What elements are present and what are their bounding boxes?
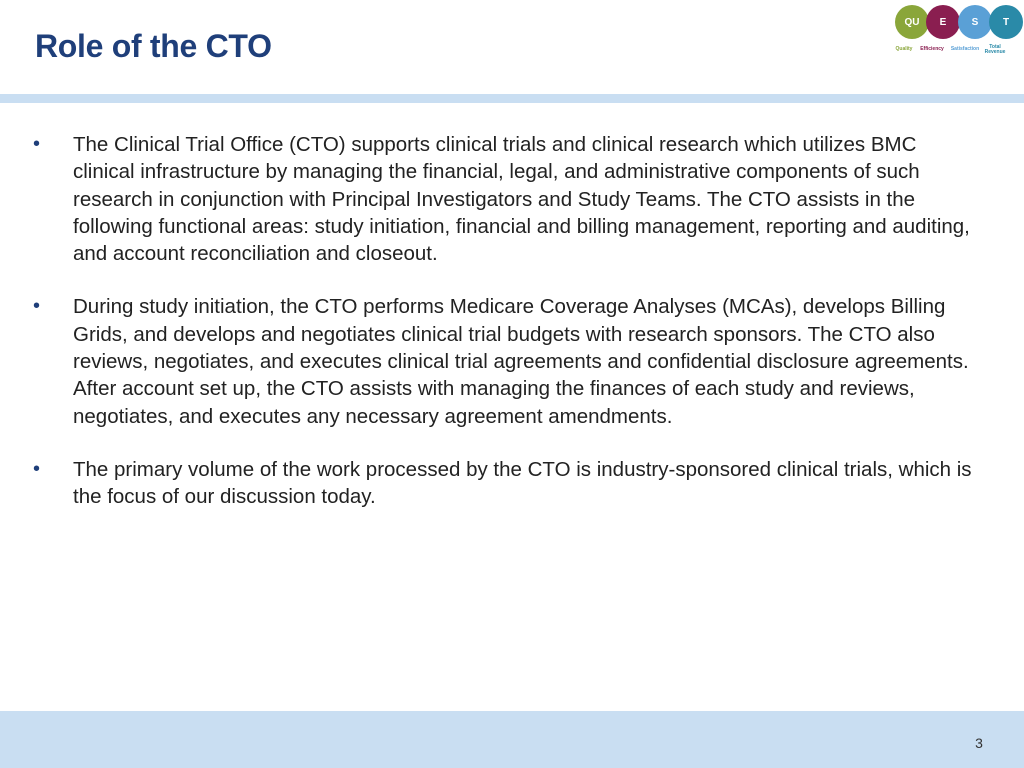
bullet-text: The Clinical Trial Office (CTO) supports clinical trials and clinical research which utilizes BMC clinical infrastructure by managing the financial, legal, and administrative components of such research in conjunction with Principal Investigators and Study Teams. The CTO assists in the following functional areas: study initiation, financial and billing management, reporting and auditing, and account reconciliation and closeout. (73, 133, 970, 266)
bullet-marker: • (33, 457, 41, 480)
bullet-text: During study initiation, the CTO performs Medicare Coverage Analyses (MCAs), develops Billing Grids, and develops and negotiates clinical trial budgets with research sponsors. The CTO also reviews, negotiates, and executes clinical trial agreements and confidential disclosure agreements. After account set up, the CTO assists with managing the finances of each study and reviews, negotiates, and executes any necessary agreement amendments. (73, 295, 969, 428)
logo-caption-quality: Quality (895, 46, 913, 52)
logo-circle-qu: QU (895, 5, 929, 39)
logo-circle-s: S (958, 5, 992, 39)
bullet-item (33, 456, 973, 511)
bullet-text: The primary volume of the work processed by the CTO is industry-sponsored clinical trials, which is the focus of our discussion today. (73, 457, 972, 509)
bullet-list (33, 131, 973, 537)
page-number: 3 (975, 735, 983, 751)
logo-caption-total-revenue: Total Revenue (984, 44, 1006, 55)
bullet-marker: • (33, 295, 41, 318)
slide-title: Role of the CTO (35, 28, 272, 64)
logo-circle-t: T (989, 5, 1023, 39)
footer-band (0, 711, 1024, 768)
header-divider-band (0, 94, 1024, 103)
bullet-item (33, 293, 973, 429)
quest-logo (890, 2, 1024, 64)
logo-caption-efficiency: Efficiency (920, 46, 944, 52)
bullet-item (33, 131, 973, 267)
logo-circle-e: E (926, 5, 960, 39)
logo-caption-satisfaction: Satisfaction (950, 46, 980, 52)
bullet-marker: • (33, 133, 41, 155)
